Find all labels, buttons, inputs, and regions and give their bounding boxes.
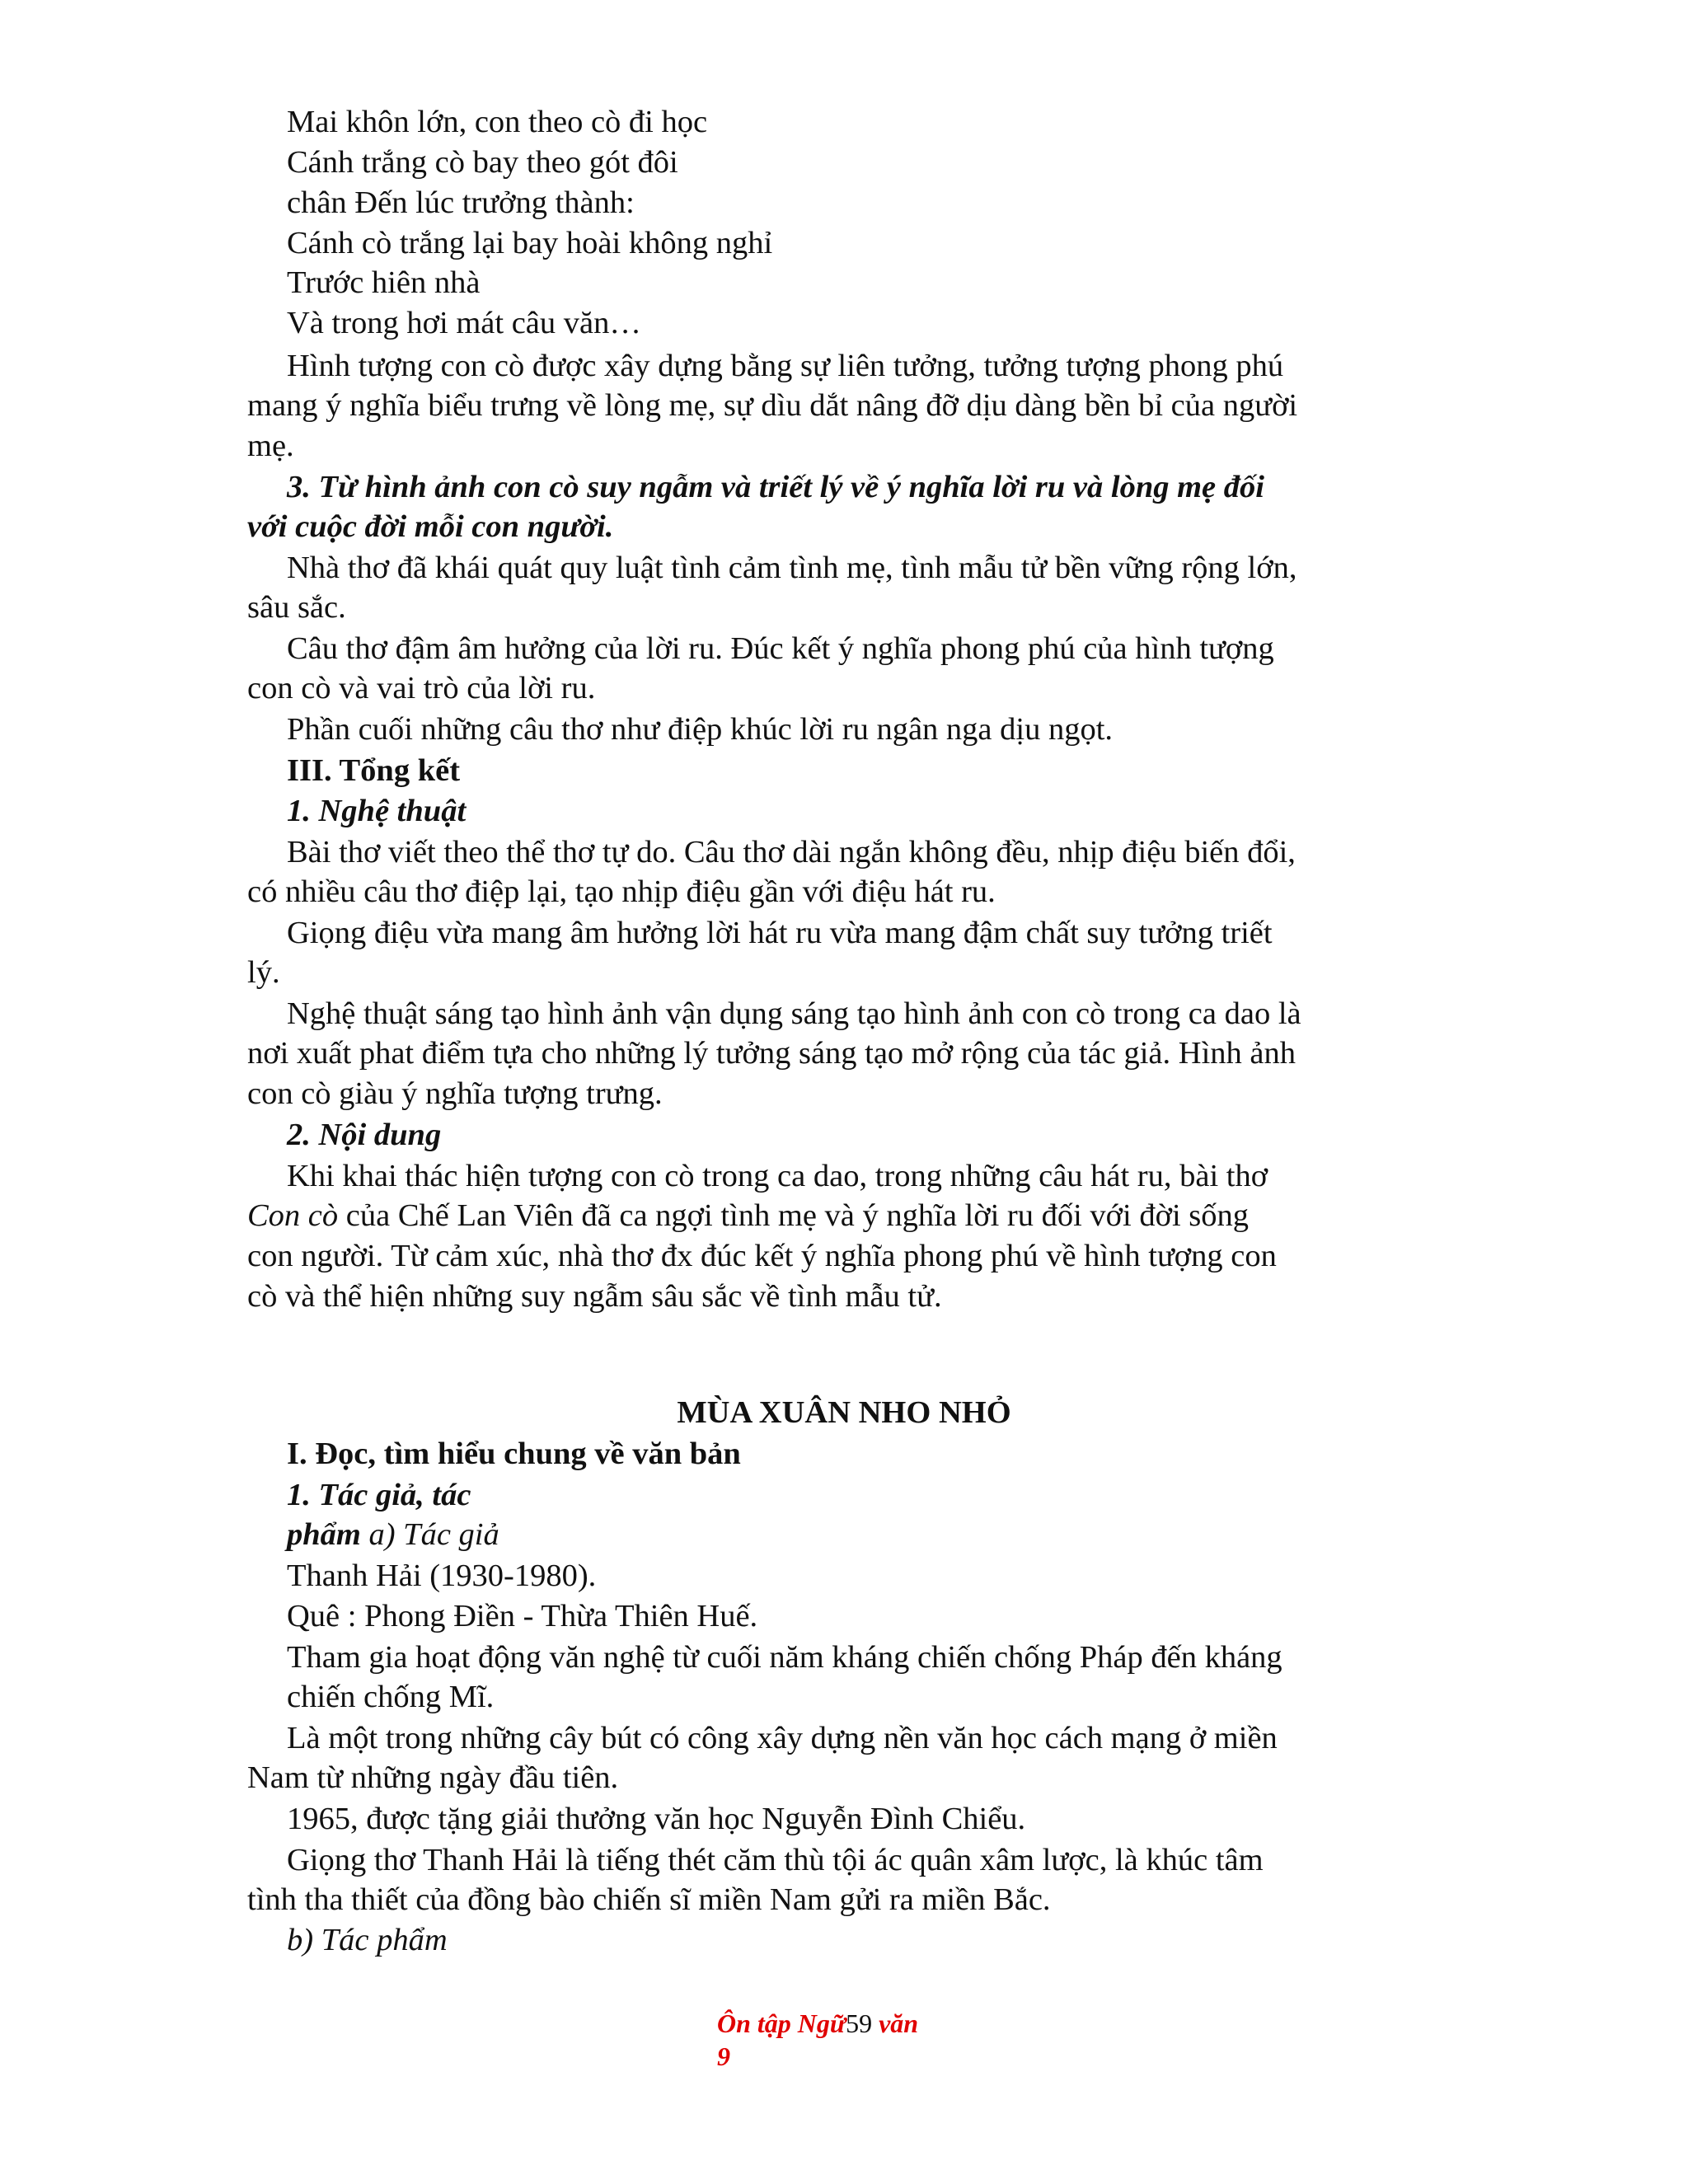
paragraph-line: Giọng thơ Thanh Hải là tiếng thét căm thù tội ác quân xâm lược, là khúc tâm [287, 1843, 1264, 1877]
paragraph-line: Câu thơ đậm âm hưởng của lời ru. Đúc kết ý nghĩa phong phú của hình tượng [287, 631, 1274, 666]
page-number: 59 [846, 2008, 873, 2038]
paragraph-line: có nhiều câu thơ điệp lại, tạo nhịp điệu gần với điệu hát ru. [247, 874, 996, 909]
subsection-heading-cont: phẩm [287, 1517, 361, 1552]
paragraph-line: 1965, được tặng giải thưởng văn học Nguyễn Đình Chiểu. [287, 1802, 1026, 1836]
paragraph-line: nơi xuất phat điểm tựa cho những lý tưởng sáng tạo mở rộng của tác giả. Hình ảnh [247, 1036, 1296, 1071]
subsection-heading: 2. Nội dung [287, 1118, 442, 1152]
paragraph-line: Là một trong những cây bút có công xây dựng nền văn học cách mạng ở miền [287, 1721, 1278, 1755]
paragraph-line: cò và thể hiện những suy ngẫm sâu sắc về tình mẫu tử. [247, 1279, 942, 1314]
paragraph-line: mang ý nghĩa biểu trưng về lòng mẹ, sự dìu dắt nâng đỡ dịu dàng bền bỉ của người [247, 388, 1298, 423]
paragraph-line: Khi khai thác hiện tượng con cò trong ca dao, trong những câu hát ru, bài thơ [287, 1159, 1268, 1193]
paragraph-line: Bài thơ viết theo thể thơ tự do. Câu thơ dài ngắn không đều, nhịp điệu biến đổi, [287, 835, 1296, 869]
paragraph-line [247, 1196, 1249, 1236]
footer-text: văn [872, 2008, 919, 2038]
paragraph-line: Nghệ thuật sáng tạo hình ảnh vận dụng sáng tạo hình ảnh con cò trong ca dao là [287, 996, 1301, 1031]
paragraph-line: Giọng điệu vừa mang âm hưởng lời hát ru vừa mang đậm chất suy tưởng triết [287, 916, 1273, 950]
poem-line: Trước hiên nhà [287, 265, 481, 300]
paragraph-line: Tham gia hoạt động văn nghệ từ cuối năm kháng chiến chống Pháp đến kháng [287, 1640, 1282, 1675]
page-footer-line2: 9 [717, 2041, 730, 2071]
paragraph-text: của Chế Lan Viên đã ca ngợi tình mẹ và ý nghĩa lời ru đối với đời sống [338, 1198, 1250, 1233]
subsection-heading: 1. Tác giả, tác [287, 1478, 471, 1512]
section-heading: I. Đọc, tìm hiểu chung về văn bản [287, 1436, 741, 1471]
paragraph-line: chiến chống Mĩ. [287, 1680, 495, 1714]
paragraph-line: con cò và vai trò của lời ru. [247, 671, 596, 705]
paragraph-line: Thanh Hải (1930-1980). [287, 1558, 597, 1593]
poem-title: MÙA XUÂN NHO NHỎ [677, 1395, 1011, 1430]
paragraph-line: lý. [247, 955, 280, 990]
subsection-heading: 1. Nghệ thuật [287, 794, 467, 828]
footer-text: Ôn tập Ngữ [717, 2008, 846, 2038]
page-footer [717, 2007, 918, 2040]
paragraph-line: Quê : Phong Điền - Thừa Thiên Huế. [287, 1599, 758, 1633]
subsection-heading [287, 1515, 499, 1555]
poem-line: Và trong hơi mát câu văn… [287, 306, 641, 340]
paragraph-line: Hình tượng con cò được xây dựng bằng sự liên tưởng, tưởng tượng phong phú [287, 349, 1284, 383]
paragraph-line: Nhà thơ đã khái quát quy luật tình cảm tình mẹ, tình mẫu tử bền vững rộng lớn, [287, 551, 1297, 585]
paragraph-line: con cò giàu ý nghĩa tượng trưng. [247, 1076, 663, 1111]
poem-line: Mai khôn lớn, con theo cò đi học [287, 105, 708, 139]
poem-line: Cánh trắng cò bay theo gót đôi [287, 145, 678, 180]
paragraph-line: sâu sắc. [247, 590, 346, 625]
paragraph-line: Phần cuối những câu thơ như điệp khúc lời ru ngân nga dịu ngọt. [287, 712, 1114, 747]
section-heading: 3. Từ hình ảnh con cò suy ngẫm và triết lý về ý nghĩa lời ru và lòng mẹ đối [287, 470, 1264, 504]
paragraph-line: tình tha thiết của đồng bào chiến sĩ miền Nam gửi ra miền Bắc. [247, 1882, 1051, 1917]
paragraph-line: con người. Từ cảm xúc, nhà thơ đx đúc kết ý nghĩa phong phú về hình tượng con [247, 1239, 1277, 1273]
sub-subsection-heading: a) Tác giả [360, 1517, 499, 1552]
section-heading: III. Tổng kết [287, 753, 461, 788]
paragraph-line: mẹ. [247, 429, 294, 463]
paragraph-line: Nam từ những ngày đầu tiên. [247, 1760, 619, 1795]
section-heading: với cuộc đời mỗi con người. [247, 509, 614, 544]
poem-line: Cánh cò trắng lại bay hoài không nghỉ [287, 226, 773, 260]
poem-line: chân Đến lúc trưởng thành: [287, 185, 635, 220]
poem-title-inline: Con cò [247, 1198, 339, 1233]
sub-subsection-heading: b) Tác phẩm [287, 1923, 448, 1957]
